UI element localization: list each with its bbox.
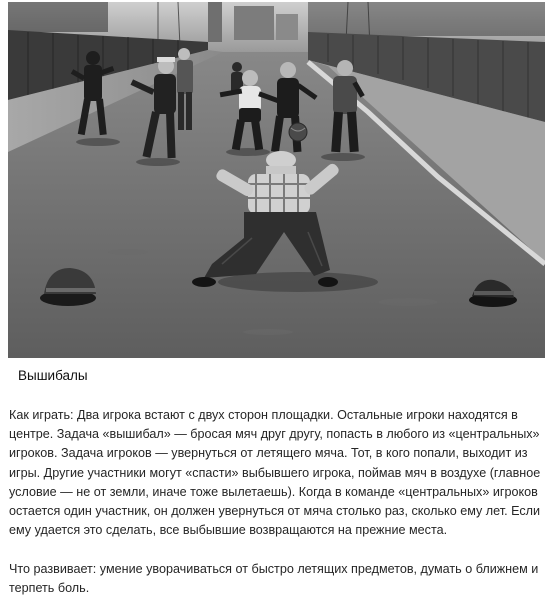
photo-caption: Вышибалы — [18, 368, 88, 383]
benefits-paragraph: Что развивает: умение уворачиваться от быстро летящих предметов, думать о ближнем и терпеть боль. — [9, 562, 539, 596]
street-game-photo — [8, 2, 545, 358]
rules-paragraph: Как играть: Два игрока встают с двух сторон площадки. Остальные игроки находятся в центре. Задача «вышибал» — бросая мяч друг другу, попасть в любого из «центральных» игроков. Задача игроков — увернуться от летящего мяча. Тот, в кого попали, выходит из игры. Другие участники могут «спасти» выбывшего игрока, поймав мяч в воздухе (главное условие — не от земли, иначе тоже вылетаешь). Когда в команде «центральных» игроков остается один участник, он должен увернуться от мяча столько раз, сколько ему лет. Если ему удается это сделать, все выбывшие возвращаются на прежние места. — [9, 408, 541, 538]
